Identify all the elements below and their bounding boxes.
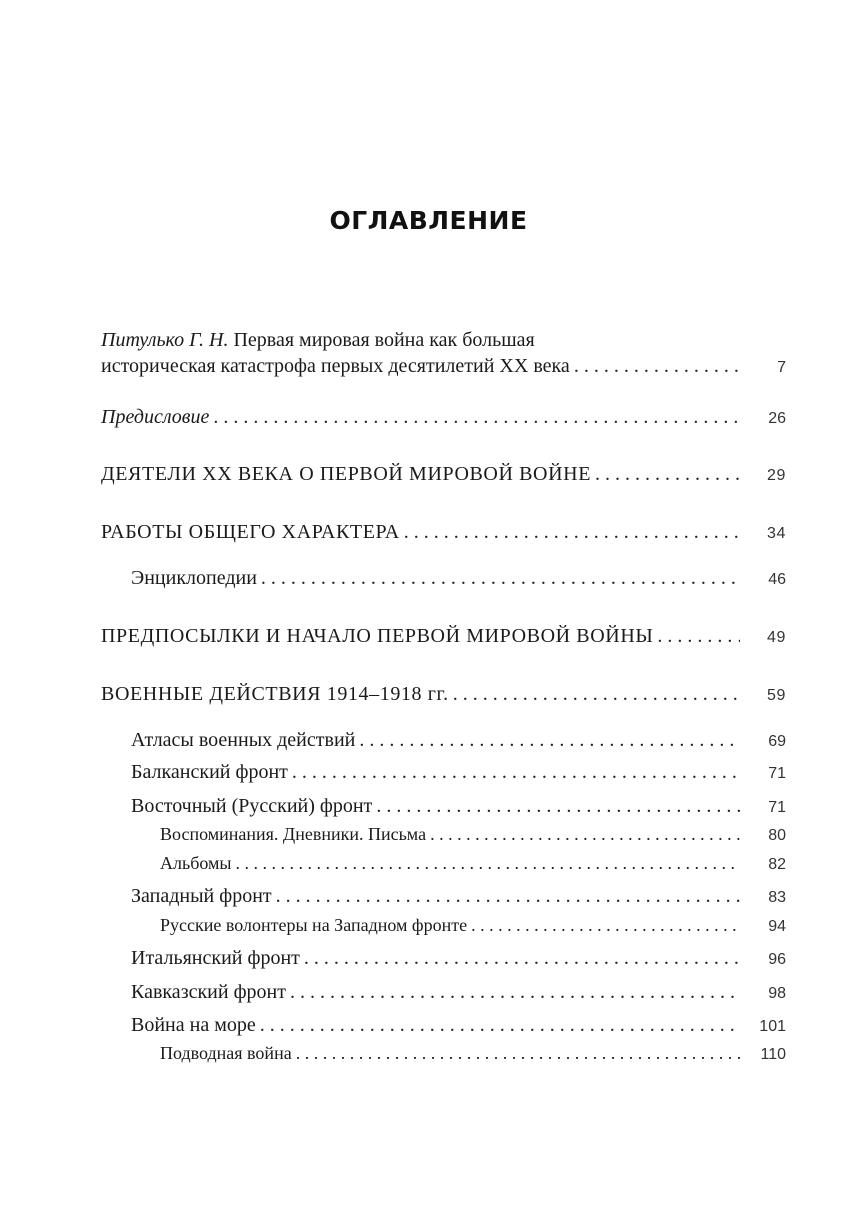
toc-entry-page: 29	[767, 467, 786, 484]
toc-entry-page: 46	[768, 571, 786, 588]
dot-leader	[236, 854, 741, 872]
toc-entry-page: 59	[767, 687, 786, 704]
dot-leader	[359, 730, 740, 750]
toc-entry-label: ДЕЯТЕЛИ XX ВЕКА О ПЕРВОЙ МИРОВОЙ ВОЙНЕ	[101, 463, 592, 485]
toc-entry-page: 80	[768, 827, 786, 844]
toc-entry-label: Альбомы	[160, 853, 232, 873]
toc-entry-label: Западный фронт	[131, 885, 272, 907]
toc-entry-9[interactable]	[131, 796, 786, 816]
toc-entry-3[interactable]	[101, 522, 786, 542]
toc-entry-label: историческая катастрофа первых десятилетий XX века	[101, 355, 570, 377]
dot-leader	[276, 886, 740, 906]
dot-leader	[260, 1015, 740, 1035]
dot-leader	[376, 796, 740, 816]
toc-entry-10[interactable]	[160, 825, 786, 844]
toc-entry-2[interactable]	[101, 464, 786, 484]
toc-entry-page: 94	[768, 918, 786, 935]
toc-entry-label: Атласы военных действий	[131, 729, 356, 751]
toc-entry-16[interactable]	[131, 1015, 786, 1035]
dot-leader	[453, 684, 740, 704]
toc-entry-label: РАБОТЫ ОБЩЕГО ХАРАКТЕРА	[101, 521, 400, 543]
dot-leader	[657, 626, 740, 646]
toc-entry-6[interactable]	[101, 684, 786, 704]
page-title: ОГЛАВЛЕНИЕ	[329, 206, 528, 235]
toc-entry-page: 34	[767, 525, 786, 542]
toc-entry-15[interactable]	[131, 982, 786, 1002]
toc-entry-14[interactable]	[131, 948, 786, 968]
toc-entry-page: 49	[767, 629, 786, 646]
dot-leader	[430, 825, 740, 843]
dot-leader	[292, 762, 740, 782]
toc-entry-label: Кавказский фронт	[131, 981, 286, 1003]
dot-leader	[404, 522, 740, 542]
toc-entry-11[interactable]	[160, 854, 786, 873]
toc-entry-label: Итальянский фронт	[131, 947, 300, 969]
toc-entry-13[interactable]	[160, 916, 786, 935]
toc-entry-4[interactable]	[131, 568, 786, 588]
toc-entry-page: 82	[768, 856, 786, 873]
toc-entry-label: Предисловие	[101, 406, 210, 428]
dot-leader	[471, 916, 740, 934]
toc-entry-author: Питулько Г. Н.	[101, 329, 229, 351]
toc-entry-8[interactable]	[131, 762, 786, 782]
toc-entry-page: 101	[759, 1018, 786, 1035]
dot-leader	[574, 356, 740, 376]
toc-entry-label: Энциклопедии	[131, 567, 257, 589]
toc-entry-label: Война на море	[131, 1014, 256, 1036]
dot-leader	[213, 407, 740, 427]
toc-entry-0-line1	[101, 330, 535, 350]
toc-entry-page: 83	[768, 889, 786, 906]
toc-entry-label: Восточный (Русский) фронт	[131, 795, 373, 817]
toc-entry-page: 69	[768, 733, 786, 750]
toc-entry-label: Балканский фронт	[131, 761, 288, 783]
dot-leader	[296, 1044, 740, 1062]
toc-entry-page: 110	[760, 1046, 786, 1063]
toc-entry-7[interactable]	[131, 730, 786, 750]
toc-entry-5[interactable]	[101, 626, 786, 646]
toc-entry-17[interactable]	[160, 1044, 786, 1063]
toc-entry-label: Воспоминания. Дневники. Письма	[160, 824, 427, 844]
toc-entry-page: 98	[768, 985, 786, 1002]
toc-entry-page: 96	[768, 951, 786, 968]
toc-entry-label: Русские волонтеры на Западном фронте	[160, 915, 468, 935]
toc-entry-0[interactable]	[101, 356, 786, 376]
dot-leader	[261, 568, 740, 588]
toc-entry-label: ПРЕДПОСЫЛКИ И НАЧАЛО ПЕРВОЙ МИРОВОЙ ВОЙНЫ	[101, 625, 654, 647]
toc-entry-page: 71	[768, 799, 786, 816]
toc-entry-label: Подводная война	[160, 1043, 292, 1063]
toc-entry-title-line1: Первая мировая война как большая	[228, 329, 535, 351]
dot-leader	[290, 982, 740, 1002]
dot-leader	[304, 948, 740, 968]
toc-entry-page: 71	[768, 765, 786, 782]
toc-entry-1[interactable]	[101, 407, 786, 427]
toc-entry-page: 7	[777, 359, 786, 376]
toc-entry-label: ВОЕННЫЕ ДЕЙСТВИЯ 1914–1918 гг.	[101, 683, 449, 705]
dot-leader	[595, 464, 740, 484]
toc-entry-page: 26	[768, 410, 786, 427]
toc-entry-12[interactable]	[131, 886, 786, 906]
